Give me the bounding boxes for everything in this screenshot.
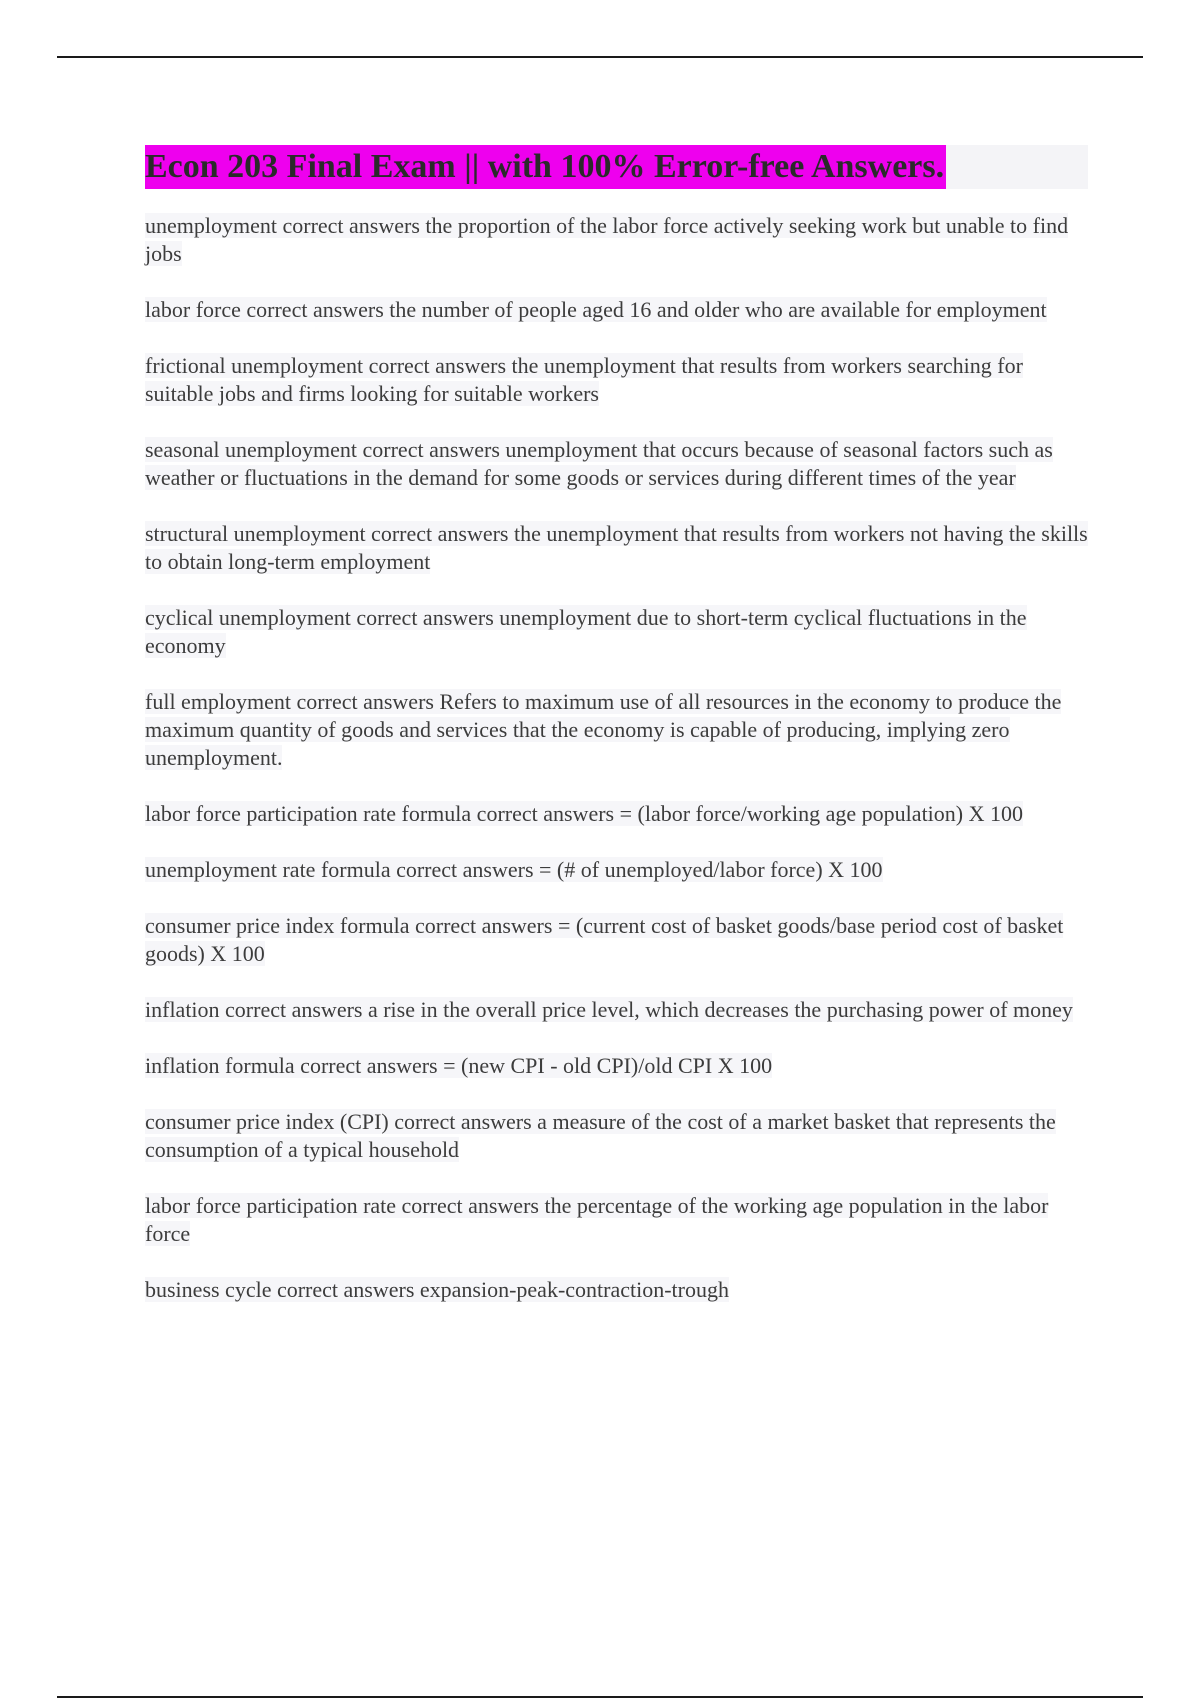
qa-text: inflation correct answers a rise in the overall price level, which decreases the purchasing power of money bbox=[145, 997, 1073, 1022]
qa-text: structural unemployment correct answers the unemployment that results from workers not having the skills to obtain long-term employment bbox=[145, 521, 1088, 574]
list-item bbox=[145, 212, 1088, 268]
qa-text: labor force participation rate formula correct answers = (labor force/working age population) X 100 bbox=[145, 801, 1024, 826]
list-item bbox=[145, 352, 1088, 408]
qa-text: labor force participation rate correct answers the percentage of the working age population in the labor force bbox=[145, 1193, 1049, 1246]
list-item bbox=[145, 1192, 1088, 1248]
title-bar bbox=[145, 145, 1088, 189]
qa-text: consumer price index formula correct answers = (current cost of basket goods/base period cost of basket goods) X 100 bbox=[145, 913, 1064, 966]
list-item bbox=[145, 436, 1088, 492]
list-item bbox=[145, 604, 1088, 660]
bottom-rule bbox=[57, 1696, 1143, 1698]
list-item bbox=[145, 1276, 1088, 1304]
qa-text: consumer price index (CPI) correct answers a measure of the cost of a market basket that represents the consumption of a typical household bbox=[145, 1109, 1056, 1162]
list-item bbox=[145, 1108, 1088, 1164]
list-item bbox=[145, 296, 1088, 324]
list-item bbox=[145, 688, 1088, 772]
document-body bbox=[145, 145, 1088, 1332]
qa-text: unemployment rate formula correct answers = (# of unemployed/labor force) X 100 bbox=[145, 857, 883, 882]
qa-text: cyclical unemployment correct answers unemployment due to short-term cyclical fluctuations in the economy bbox=[145, 605, 1027, 658]
list-item bbox=[145, 856, 1088, 884]
list-item bbox=[145, 800, 1088, 828]
qa-text: unemployment correct answers the proportion of the labor force actively seeking work but unable to find jobs bbox=[145, 213, 1069, 266]
qa-list bbox=[145, 212, 1088, 1304]
qa-text: full employment correct answers Refers to maximum use of all resources in the economy to produce the maximum quantity of goods and services that the economy is capable of producing, implying zero unemployment. bbox=[145, 689, 1062, 770]
qa-text: seasonal unemployment correct answers unemployment that occurs because of seasonal factors such as weather or fluctuations in the demand for some goods or services during different times of the year bbox=[145, 437, 1053, 490]
qa-text: labor force correct answers the number of people aged 16 and older who are available for employment bbox=[145, 297, 1047, 322]
document-title: Econ 203 Final Exam || with 100% Error-free Answers. bbox=[145, 145, 946, 189]
qa-text: business cycle correct answers expansion-peak-contraction-trough bbox=[145, 1277, 729, 1302]
list-item bbox=[145, 996, 1088, 1024]
list-item bbox=[145, 1052, 1088, 1080]
list-item bbox=[145, 520, 1088, 576]
top-rule bbox=[57, 56, 1143, 58]
list-item bbox=[145, 912, 1088, 968]
qa-text: frictional unemployment correct answers the unemployment that results from workers searching for suitable jobs and firms looking for suitable workers bbox=[145, 353, 1023, 406]
qa-text: inflation formula correct answers = (new CPI - old CPI)/old CPI X 100 bbox=[145, 1053, 773, 1078]
